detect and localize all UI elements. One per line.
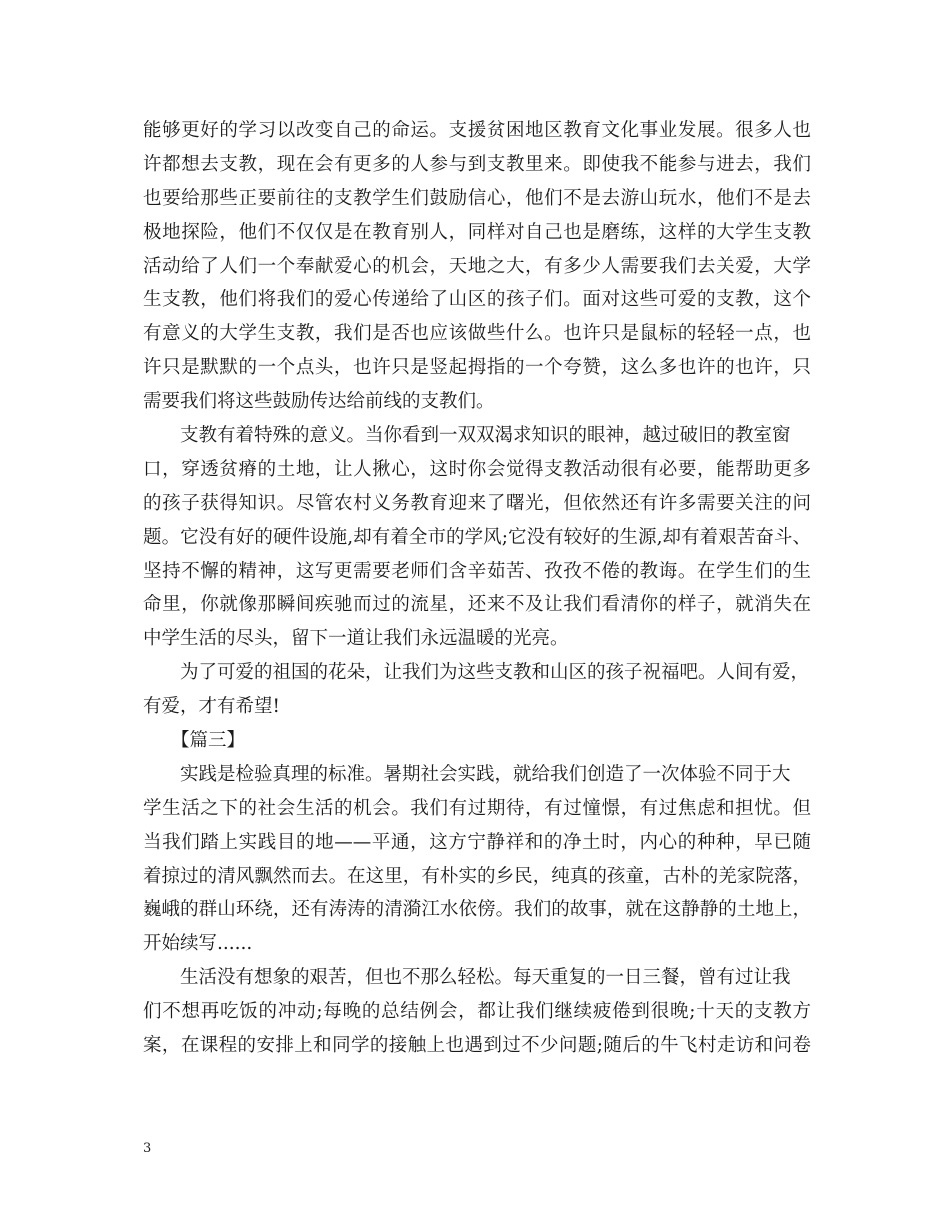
text-line: 能够更好的学习以改变自己的命运。支援贫困地区教育文化事业发展。很多人也: [143, 120, 811, 141]
text-line: 为了可爱的祖国的花朵，让我们为这些支教和山区的孩子祝福吧。人间有爱，: [180, 662, 810, 684]
page-number: 3: [143, 1141, 152, 1156]
text-line: 着掠过的清风飘然而去。在这里，有朴实的乡民，纯真的孩童，古朴的羌家院落，: [143, 865, 811, 887]
text-line: 实践是检验真理的标准。暑期社会实践，就给我们创造了一次体验不同于大: [180, 763, 791, 785]
document-body: [143, 114, 811, 1063]
text-line: 的孩子获得知识。尽管农村义务教育迎来了曙光，但依然还有许多需要关注的问: [143, 492, 811, 514]
text-line: 学生活之下的社会生活的机会。我们有过期待，有过憧憬，有过焦虑和担忧。但: [143, 797, 811, 819]
text-line: 中学生活的尽头，留下一道让我们永远温暖的光亮。: [143, 628, 569, 650]
section-heading: 【篇三】: [171, 730, 246, 752]
text-line: 当我们踏上实践目的地——平通，这方宁静祥和的净土时，内心的种种，早已随: [143, 831, 811, 853]
text-line: 也要给那些正要前往的支教学生们鼓励信心，他们不是去游山玩水，他们不是去: [143, 187, 811, 209]
text-line: 有意义的大学生支教，我们是否也应该做些什么。也许只是鼠标的轻轻一点，也: [143, 323, 811, 345]
text-line: 许都想去支教，现在会有更多的人参与到支教里来。即使我不能参与进去，我们: [143, 153, 811, 175]
text-line: 案，在课程的安排上和同学的接触上也遇到过不少问题;随后的牛飞村走访和问卷: [143, 1035, 811, 1057]
text-line: 开始续写......: [143, 933, 253, 955]
text-line: 需要我们将这些鼓励传达给前线的支教们。: [143, 391, 495, 413]
text-line: 巍峨的群山环绕，还有涛涛的清漪江水依傍。我们的故事，就在这静静的土地上，: [143, 899, 811, 921]
text-line: 生活没有想象的艰苦，但也不那么轻松。每天重复的一日三餐，曾有过让我: [180, 967, 791, 989]
text-line: 有爱，才有希望!: [143, 696, 280, 718]
text-line: 题。它没有好的硬件设施,却有着全市的学风;它没有较好的生源,却有着艰苦奋斗、: [143, 526, 811, 548]
text-line: 极地探险，他们不仅仅是在教育别人，同样对自己也是磨练，这样的大学生支教: [143, 221, 811, 243]
text-line: 们不想再吃饭的冲动;每晚的总结例会，都让我们继续疲倦到很晚;十天的支教方: [143, 1001, 811, 1023]
text-line: 命里，你就像那瞬间疾驰而过的流星，还来不及让我们看清你的样子，就消失在: [143, 594, 811, 616]
text-line: 生支教，他们将我们的爱心传递给了山区的孩子们。面对这些可爱的支教，这个: [143, 289, 811, 311]
text-line: 口，穿透贫瘠的土地，让人揪心，这时你会觉得支教活动很有必要，能帮助更多: [143, 458, 811, 480]
text-line: 活动给了人们一个奉献爱心的机会，天地之大，有多少人需要我们去关爱，大学: [143, 255, 811, 277]
text-line: 许只是默默的一个点头，也许只是竖起拇指的一个夸赞，这么多也许的也许，只: [143, 357, 811, 379]
text-line: 坚持不懈的精神，这写更需要老师们含辛茹苦、孜孜不倦的教诲。在学生们的生: [143, 560, 811, 582]
text-line: 支教有着特殊的意义。当你看到一双双渴求知识的眼神，越过破旧的教室窗: [180, 425, 791, 447]
